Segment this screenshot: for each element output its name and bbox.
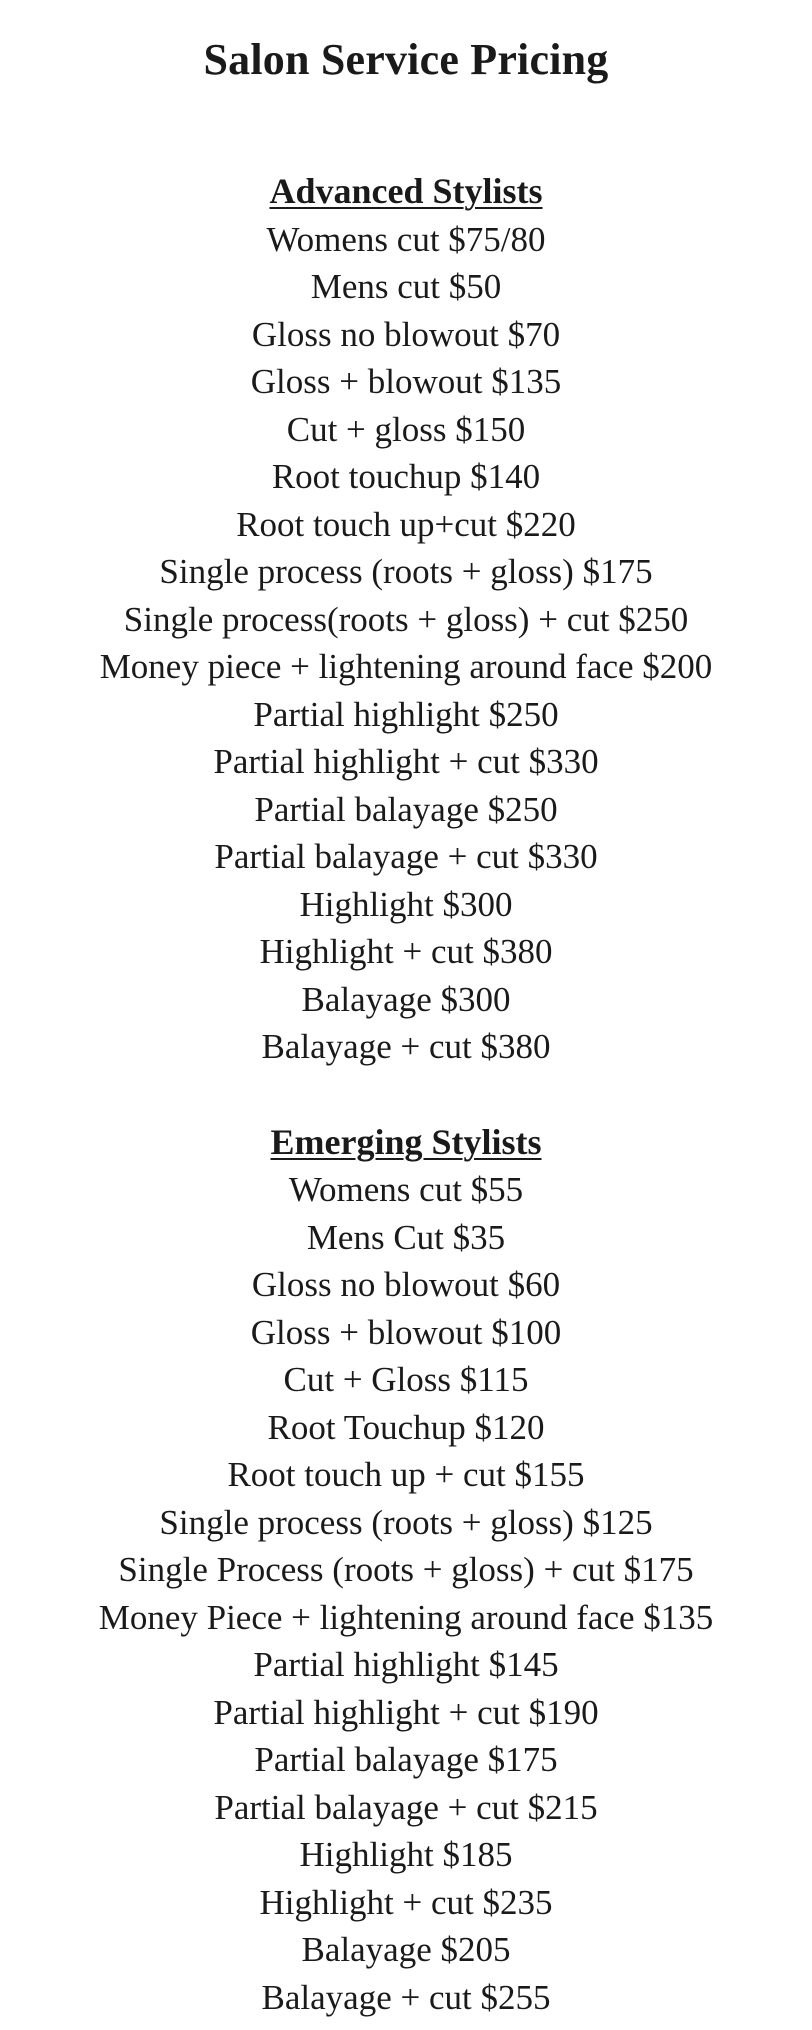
emerging-price-list xyxy=(0,1166,812,2021)
price-item: Highlight $300 xyxy=(299,884,513,924)
price-item: Single process (roots + gloss) $175 xyxy=(159,552,653,591)
price-item: Highlight + cut $235 xyxy=(259,1882,553,1922)
price-item: Womens cut $75/80 xyxy=(266,219,546,259)
price-item: Single Process (roots + gloss) + cut $175 xyxy=(118,1550,694,1589)
price-item: Highlight + cut $380 xyxy=(259,932,553,971)
price-item: Cut + Gloss $115 xyxy=(283,1360,529,1399)
price-item: Womens cut $55 xyxy=(288,1170,524,1209)
price-item: Gloss no blowout $60 xyxy=(251,1265,561,1304)
price-item: Mens Cut $35 xyxy=(306,1217,506,1257)
price-item: Partial highlight $145 xyxy=(253,1645,559,1684)
price-item: Partial balayage $250 xyxy=(254,789,558,829)
price-item: Balayage + cut $380 xyxy=(261,1027,551,1066)
page-title: Salon Service Pricing xyxy=(203,35,609,84)
price-item: Balayage $300 xyxy=(301,979,511,1019)
price-item: Partial highlight + cut $190 xyxy=(213,1692,599,1732)
section-heading-emerging: Emerging Stylists xyxy=(270,1121,542,1162)
emerging-stylists-section xyxy=(0,1119,812,2022)
section-heading-advanced: Advanced Stylists xyxy=(269,171,543,211)
price-item: Partial balayage $175 xyxy=(254,1740,558,1779)
price-item: Gloss no blowout $70 xyxy=(251,314,561,354)
price-item: Root touch up + cut $155 xyxy=(227,1455,585,1494)
price-item: Partial balayage + cut $330 xyxy=(214,837,598,876)
price-item: Root touch up+cut $220 xyxy=(236,504,576,544)
price-item: Root Touchup $120 xyxy=(267,1407,545,1447)
price-item: Mens cut $50 xyxy=(310,267,502,306)
price-item: Gloss + blowout $135 xyxy=(250,362,562,401)
price-item: Single process(roots + gloss) + cut $250 xyxy=(123,599,689,639)
price-item: Partial highlight + cut $330 xyxy=(213,742,599,781)
advanced-stylists-section xyxy=(0,168,812,1071)
price-item: Cut + gloss $150 xyxy=(286,409,526,449)
price-item: Gloss + blowout $100 xyxy=(250,1312,562,1352)
price-item: Balayage + cut $255 xyxy=(261,1977,551,2017)
price-item: Partial balayage + cut $215 xyxy=(214,1787,598,1827)
advanced-price-list xyxy=(0,216,812,1071)
price-item: Root touchup $140 xyxy=(271,457,541,496)
price-item: Single process (roots + gloss) $125 xyxy=(159,1502,653,1542)
price-item: Partial highlight $250 xyxy=(253,694,559,734)
price-item: Money Piece + lightening around face $135 xyxy=(98,1597,714,1637)
price-item: Balayage $205 xyxy=(301,1930,511,1969)
price-item: Money piece + lightening around face $200 xyxy=(99,647,713,686)
price-item: Highlight $185 xyxy=(299,1835,513,1874)
